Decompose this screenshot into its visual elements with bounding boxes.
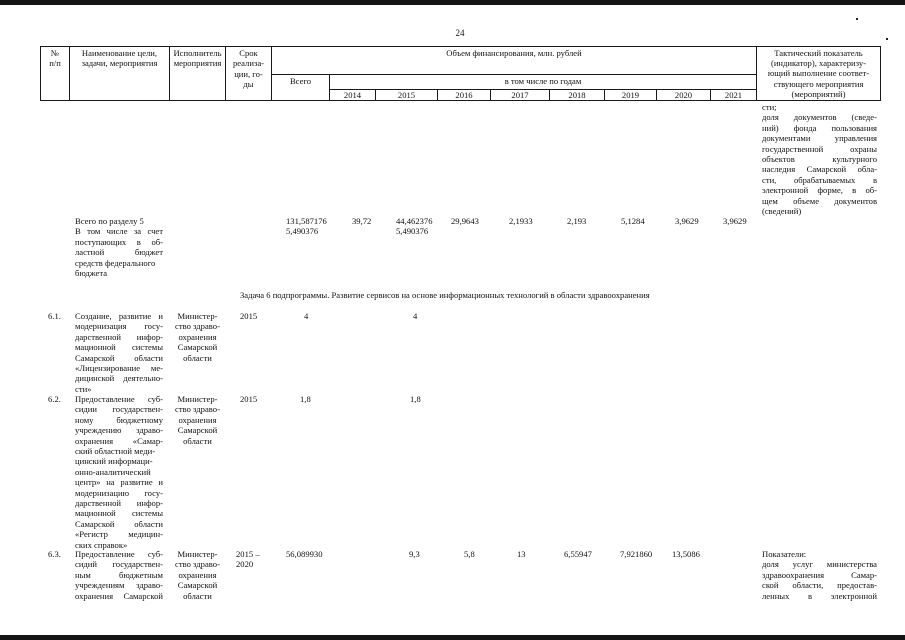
indicator-line: сти; — [762, 102, 777, 112]
header-num-line: п/п — [49, 58, 61, 69]
section-total-2018: 2,193 — [567, 216, 587, 226]
row-executor-line: области — [183, 590, 212, 601]
row-term-line: 2015 – — [236, 549, 260, 559]
row-term: 2015 — [240, 311, 258, 321]
row-name-line: «Лицензирование ме- — [75, 363, 163, 374]
section-total-2021: 3,9629 — [723, 216, 747, 226]
row-executor — [170, 311, 225, 363]
row-name-line: сидий государствен- — [75, 559, 163, 570]
row-executor-line: охранения — [178, 331, 217, 342]
section-total-line: Всего по разделу 5 — [75, 216, 144, 226]
row-name-line: охранения «Самар- — [75, 435, 163, 446]
header-executor — [170, 48, 225, 69]
header-name-line: задачи, мероприятия — [81, 58, 158, 69]
row-executor-line: области — [183, 435, 212, 446]
row-name-line: учреждению здраво- — [75, 425, 163, 436]
row-name-line: онно-аналитический — [75, 466, 151, 477]
row-name-line: ский областной меди- — [75, 446, 156, 457]
header-col-line — [880, 46, 881, 101]
indicator-line: государственной охраны — [762, 143, 877, 154]
scan-speck — [886, 38, 888, 40]
row-name-line: Предоставление суб- — [75, 394, 163, 404]
row-term — [236, 549, 260, 570]
row-2019: 7,921860 — [620, 549, 653, 559]
indicator-line: щем объеме документов — [762, 195, 877, 206]
task-heading: Задача 6 подпрограммы. Развитие сервисов на основе информационных технологий в области здравоохранения — [240, 290, 650, 300]
row-2017: 13 — [517, 549, 526, 559]
row-name-line: модернизация госу- — [75, 321, 163, 332]
row-name-line: Предоставление суб- — [75, 549, 163, 559]
header-indicator-line: ющий выполнение соответ- — [767, 68, 870, 79]
row-name-line: мационной системы — [75, 342, 163, 353]
row-executor — [170, 549, 225, 601]
row-name-line: сти» — [75, 383, 92, 394]
row-2015: 4 — [413, 311, 418, 321]
row-name-line: дарственной инфор- — [75, 498, 163, 509]
header-year: 2015 — [397, 90, 416, 100]
header-name — [70, 48, 169, 69]
section-total-2015 — [396, 216, 433, 237]
row-executor-line: Самарской — [177, 580, 218, 591]
section-total-line: бюджета — [75, 268, 108, 279]
row-name-line: ских справок» — [75, 539, 128, 550]
row-number: 6.1. — [48, 311, 61, 321]
header-indicator-line: (мероприятий) — [791, 88, 846, 99]
header-by-years: в том числе по годам — [504, 76, 582, 86]
row-executor-line: охранения — [178, 569, 217, 580]
row-name-line: ному бюджетному — [75, 414, 163, 425]
row-indicator-line: ской области, предостав- — [762, 580, 877, 591]
section-total-2020: 3,9629 — [675, 216, 699, 226]
header-indicator — [757, 48, 880, 99]
section-total-2017: 2,1933 — [509, 216, 533, 226]
row-name-line: Самарской области — [75, 352, 163, 363]
header-indicator-line: (индикатор), характеризу- — [770, 58, 867, 69]
row-term-line: 2020 — [236, 559, 254, 570]
section-total-value: 5,490376 — [396, 226, 429, 237]
row-total: 1,8 — [300, 394, 311, 404]
section-total-value: 131,587176 — [286, 216, 327, 226]
row-executor-line: ство здраво- — [175, 404, 220, 415]
indicator-line: электронной форме, в об- — [762, 185, 877, 196]
section-total-2019: 5,1284 — [621, 216, 645, 226]
row-executor-line: Министер- — [177, 311, 218, 321]
header-year: 2019 — [621, 90, 640, 100]
section-total-2014: 39,72 — [352, 216, 372, 226]
row-name-line: мационной системы — [75, 508, 163, 519]
header-indicator-line: Тактический показатель — [774, 48, 863, 58]
row-name-line: центр» на развитие и — [75, 477, 163, 488]
indicator-line: сти, обрабатываемых в — [762, 174, 877, 185]
header-term-line: реализа- — [232, 58, 265, 69]
row-2018: 6,55947 — [564, 549, 592, 559]
header-num — [41, 48, 69, 69]
indicator-continuation — [762, 102, 877, 216]
header-year: 2016 — [455, 90, 473, 100]
row-name-line: дарственной инфор- — [75, 331, 163, 342]
header-term — [226, 48, 271, 90]
row-name-line: дицинской деятельно- — [75, 373, 163, 384]
scan-speck — [856, 18, 858, 20]
row-executor-line: области — [183, 352, 212, 363]
row-term: 2015 — [240, 394, 258, 404]
header-term-line: ции, го- — [234, 68, 263, 79]
row-name-line: Создание, развитие и — [75, 311, 163, 321]
header-num-line: № — [50, 48, 60, 58]
row-name-line: «Регистр медицин- — [75, 529, 163, 540]
row-name-line: цинский информаци- — [75, 456, 153, 467]
row-name — [75, 549, 163, 601]
header-year: 2021 — [724, 90, 743, 100]
header-executor-line: Исполнитель — [173, 48, 222, 58]
row-executor-line: Министер- — [177, 549, 218, 559]
header-name-line: Наименование цели, — [81, 48, 158, 58]
row-name-line: учреждениям здраво- — [75, 580, 163, 591]
row-executor-line: Министер- — [177, 394, 218, 404]
row-name-line: Самарской области — [75, 518, 163, 529]
top-border — [0, 0, 905, 5]
row-name-line: охранения Самарской — [75, 590, 163, 601]
section-total-2016: 29,9643 — [451, 216, 479, 226]
indicator-line: доля документов (сведе- — [762, 112, 877, 123]
indicator-line: наследия Самарской обла- — [762, 164, 877, 175]
row-2016: 5,8 — [464, 549, 475, 559]
header-indicator-line: ствующего мероприятия — [773, 78, 864, 89]
header-year: 2018 — [568, 90, 586, 100]
section-total-line: ластной бюджет — [75, 247, 163, 258]
indicator-line: объектов культурного — [762, 154, 877, 165]
row-executor-line: ство здраво- — [175, 559, 220, 570]
indicator-line: документами управления — [762, 133, 877, 144]
header-year: 2017 — [511, 90, 529, 100]
section-total-label — [75, 216, 163, 278]
row-indicator-line: Показатели: — [762, 549, 807, 559]
header-year: 2020 — [674, 90, 693, 100]
row-name-line: модернизацию госу- — [75, 487, 163, 498]
row-executor-line: Самарской — [177, 342, 218, 353]
page-number: 24 — [455, 28, 465, 38]
indicator-line: ний) фонда пользования — [762, 122, 877, 133]
row-executor-line: ство здраво- — [175, 321, 220, 332]
section-total-line: средств федерального — [75, 257, 156, 268]
bottom-border — [0, 635, 905, 640]
row-name — [75, 311, 163, 394]
row-total: 56,089930 — [286, 549, 323, 559]
section-total-value: 44,462376 — [396, 216, 433, 226]
row-name — [75, 394, 163, 550]
row-number: 6.2. — [48, 394, 61, 404]
row-indicator-line: ленных в электронной — [762, 590, 877, 601]
header-rule-top — [40, 46, 880, 47]
indicator-line: (сведений) — [762, 206, 802, 217]
header-term-line: Срок — [239, 48, 258, 58]
header-financing: Объем финансирования, млн. рублей — [446, 48, 582, 58]
header-rule-mid — [271, 74, 756, 75]
header-term-line: ды — [243, 79, 254, 90]
row-executor-line: Самарской — [177, 425, 218, 436]
row-2015: 1,8 — [410, 394, 421, 404]
row-total: 4 — [304, 311, 309, 321]
section-total-line: поступающих в об- — [75, 236, 163, 247]
row-number: 6.3. — [48, 549, 61, 559]
section-total-value: 5,490376 — [286, 226, 319, 237]
row-executor — [170, 394, 225, 446]
row-name-line: сидии государствен- — [75, 404, 163, 415]
header-total: Всего — [289, 76, 312, 86]
row-2020: 13,5086 — [672, 549, 700, 559]
row-2015: 9,3 — [409, 549, 420, 559]
section-total-line: В том числе за счет — [75, 226, 163, 237]
row-indicator-line: здравоохранения Самар- — [762, 569, 877, 580]
row-indicator — [762, 549, 877, 601]
header-executor-line: мероприятия — [173, 58, 222, 69]
row-indicator-line: доля услуг министерства — [762, 559, 877, 570]
section-total-total — [286, 216, 327, 237]
row-executor-line: охранения — [178, 414, 217, 425]
row-name-line: ным бюджетным — [75, 569, 163, 580]
header-year: 2014 — [343, 90, 362, 100]
